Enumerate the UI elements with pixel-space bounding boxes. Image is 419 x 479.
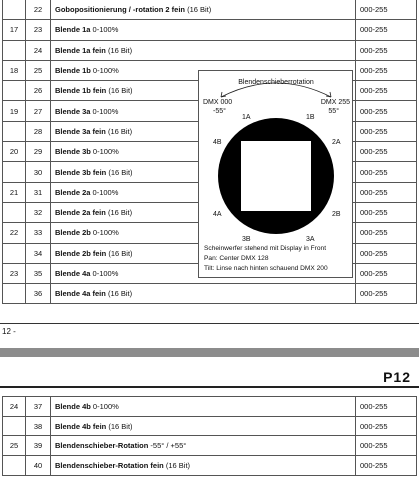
channel-group-cell	[3, 81, 26, 101]
dmx-channel-table-bottom	[2, 396, 417, 476]
channel-group-cell: 18	[3, 60, 26, 80]
diagram-title: Blendenschieberrotation	[238, 79, 314, 86]
table-row	[3, 40, 417, 60]
function-name: Blende 2a fein	[55, 208, 106, 218]
dmx-range-cell: 000-255	[356, 182, 417, 202]
function-detail: (16 Bit)	[105, 126, 133, 136]
function-detail: (16 Bit)	[106, 167, 133, 177]
label-4b: 4B	[213, 139, 222, 146]
function-name: Blende 2b fein	[55, 248, 107, 258]
function-name: Blende 2a	[55, 187, 91, 197]
channel-group-cell	[3, 243, 26, 263]
channel-group-cell	[3, 416, 26, 436]
function-name: Blende 3a	[55, 106, 91, 116]
label-3a: 3A	[306, 236, 315, 243]
page-label: P12	[383, 369, 411, 385]
function-detail: (16 Bit)	[106, 248, 133, 258]
channel-number-cell: 30	[26, 162, 51, 182]
function-detail: (16 Bit)	[105, 208, 133, 218]
channel-number-cell: 26	[26, 81, 51, 101]
dmx-range-cell: 000-255	[356, 202, 417, 222]
channel-group-cell	[3, 456, 26, 476]
channel-group-cell	[3, 0, 26, 20]
function-name: Gobopositionierung / -rotation 2 fein	[55, 5, 185, 15]
channel-group-cell	[3, 40, 26, 60]
channel-number-cell: 34	[26, 243, 51, 263]
function-detail: (16 Bit)	[106, 421, 133, 431]
dmx-range-cell: 000-255	[356, 142, 417, 162]
dmx-range-cell: 000-255	[356, 284, 417, 304]
function-cell	[51, 416, 356, 436]
function-cell	[51, 284, 356, 304]
channel-number-cell: 40	[26, 456, 51, 476]
function-detail: 0-100%	[90, 147, 119, 157]
channel-number-cell: 37	[26, 397, 51, 417]
function-name: Blende 1a	[55, 25, 91, 35]
channel-number-cell: 31	[26, 182, 51, 202]
page-separator-band	[0, 348, 419, 357]
table-row	[3, 20, 417, 40]
channel-group-cell: 21	[3, 182, 26, 202]
label-2a: 2A	[332, 139, 341, 146]
channel-number-cell: 32	[26, 202, 51, 222]
page-number: 12 -	[2, 327, 16, 336]
right-degree-label: 55°	[328, 108, 339, 115]
shutter-aperture	[241, 141, 311, 211]
function-detail: (16 Bit)	[105, 289, 133, 299]
function-name: Blende 1a fein	[55, 45, 106, 55]
function-detail: 0-100%	[90, 269, 119, 278]
function-detail: 0-100%	[90, 106, 119, 116]
function-name: Blende 1b	[55, 66, 91, 76]
label-1a: 1A	[242, 114, 251, 121]
right-dmx-label: DMX 255	[320, 99, 350, 106]
left-dmx-label: DMX 000	[203, 99, 233, 106]
channel-group-cell: 25	[3, 436, 26, 456]
channel-number-cell: 39	[26, 436, 51, 456]
channel-number-cell: 33	[26, 223, 51, 243]
function-cell	[51, 397, 356, 417]
channel-group-cell	[3, 202, 26, 222]
function-cell	[51, 436, 356, 456]
dmx-range-cell: 000-255	[356, 162, 417, 182]
function-detail: -55° / +55°	[148, 441, 187, 451]
function-name: Blende 4b	[55, 401, 91, 411]
dmx-range-cell: 000-255	[356, 223, 417, 243]
function-cell	[51, 40, 356, 60]
dmx-range-cell: 000-255	[356, 416, 417, 436]
channel-number-cell: 35	[26, 263, 51, 283]
function-detail: 0-100%	[90, 25, 119, 35]
function-detail: 0-100%	[90, 228, 119, 238]
dmx-range-cell: 000-255	[356, 243, 417, 263]
table-row	[3, 436, 417, 456]
function-name: Blende 1b fein	[55, 86, 107, 96]
table-row	[3, 456, 417, 476]
dmx-range-cell: 000-255	[356, 263, 417, 283]
function-detail: (16 Bit)	[185, 5, 212, 15]
channel-number-cell: 25	[26, 60, 51, 80]
table-row	[3, 416, 417, 436]
channel-number-cell: 24	[26, 40, 51, 60]
table-row	[3, 284, 417, 304]
channel-group-cell: 19	[3, 101, 26, 121]
channel-group-cell	[3, 284, 26, 304]
dmx-range-cell: 000-255	[356, 456, 417, 476]
channel-group-cell: 22	[3, 223, 26, 243]
note-pan: Pan: Center DMX 128	[204, 255, 269, 262]
function-name: Blende 2b	[55, 228, 91, 238]
function-detail: (16 Bit)	[105, 45, 133, 55]
function-name: Blende 3b	[55, 147, 91, 157]
function-detail: 0-100%	[90, 66, 119, 76]
channel-group-cell	[3, 121, 26, 141]
table-row	[3, 397, 417, 417]
channel-group-cell: 20	[3, 142, 26, 162]
function-name: Blendenschieber-Rotation	[55, 441, 149, 451]
channel-number-cell: 22	[26, 0, 51, 20]
shutter-rotation-diagram	[198, 70, 353, 278]
channel-number-cell: 27	[26, 101, 51, 121]
channel-group-cell	[3, 162, 26, 182]
label-4a: 4A	[213, 211, 222, 218]
dmx-range-cell: 000-255	[356, 81, 417, 101]
footer-rule	[0, 323, 419, 324]
channel-group-cell: 23	[3, 263, 26, 283]
channel-group-cell: 24	[3, 397, 26, 417]
channel-number-cell: 38	[26, 416, 51, 436]
label-2b: 2B	[332, 211, 341, 218]
dmx-range-cell: 000-255	[356, 101, 417, 121]
dmx-range-cell: 000-255	[356, 40, 417, 60]
channel-number-cell: 23	[26, 20, 51, 40]
function-detail: 0-100%	[90, 401, 119, 411]
function-name: Blende 3a fein	[55, 126, 106, 136]
function-cell	[51, 456, 356, 476]
function-detail: (16 Bit)	[163, 460, 191, 470]
function-name: Blende 4a fein	[55, 289, 106, 299]
dmx-range-cell: 000-255	[356, 397, 417, 417]
function-cell	[51, 20, 356, 40]
function-cell	[51, 0, 356, 20]
channel-number-cell: 28	[26, 121, 51, 141]
table-row	[3, 0, 417, 20]
function-name: Blende 3b fein	[55, 167, 107, 177]
function-detail: 0-100%	[90, 187, 119, 197]
note-orientation: Scheinwerfer stehend mit Display in Front	[204, 245, 327, 252]
dmx-range-cell: 000-255	[356, 20, 417, 40]
dmx-range-cell: 000-255	[356, 436, 417, 456]
dmx-range-cell: 000-255	[356, 60, 417, 80]
function-name: Blende 4b fein	[55, 421, 107, 431]
label-1b: 1B	[306, 114, 315, 121]
channel-number-cell: 36	[26, 284, 51, 304]
header-rule	[0, 386, 419, 388]
note-tilt: Tilt: Linse nach hinten schauend DMX 200	[204, 265, 328, 272]
dmx-range-cell: 000-255	[356, 121, 417, 141]
left-degree-label: -55°	[213, 108, 226, 115]
channel-group-cell: 17	[3, 20, 26, 40]
function-name: Blende 4a	[55, 269, 91, 278]
function-detail: (16 Bit)	[106, 86, 133, 96]
function-name: Blendenschieber-Rotation fein	[55, 460, 164, 470]
label-3b: 3B	[242, 236, 251, 243]
channel-number-cell: 29	[26, 142, 51, 162]
dmx-range-cell: 000-255	[356, 0, 417, 20]
